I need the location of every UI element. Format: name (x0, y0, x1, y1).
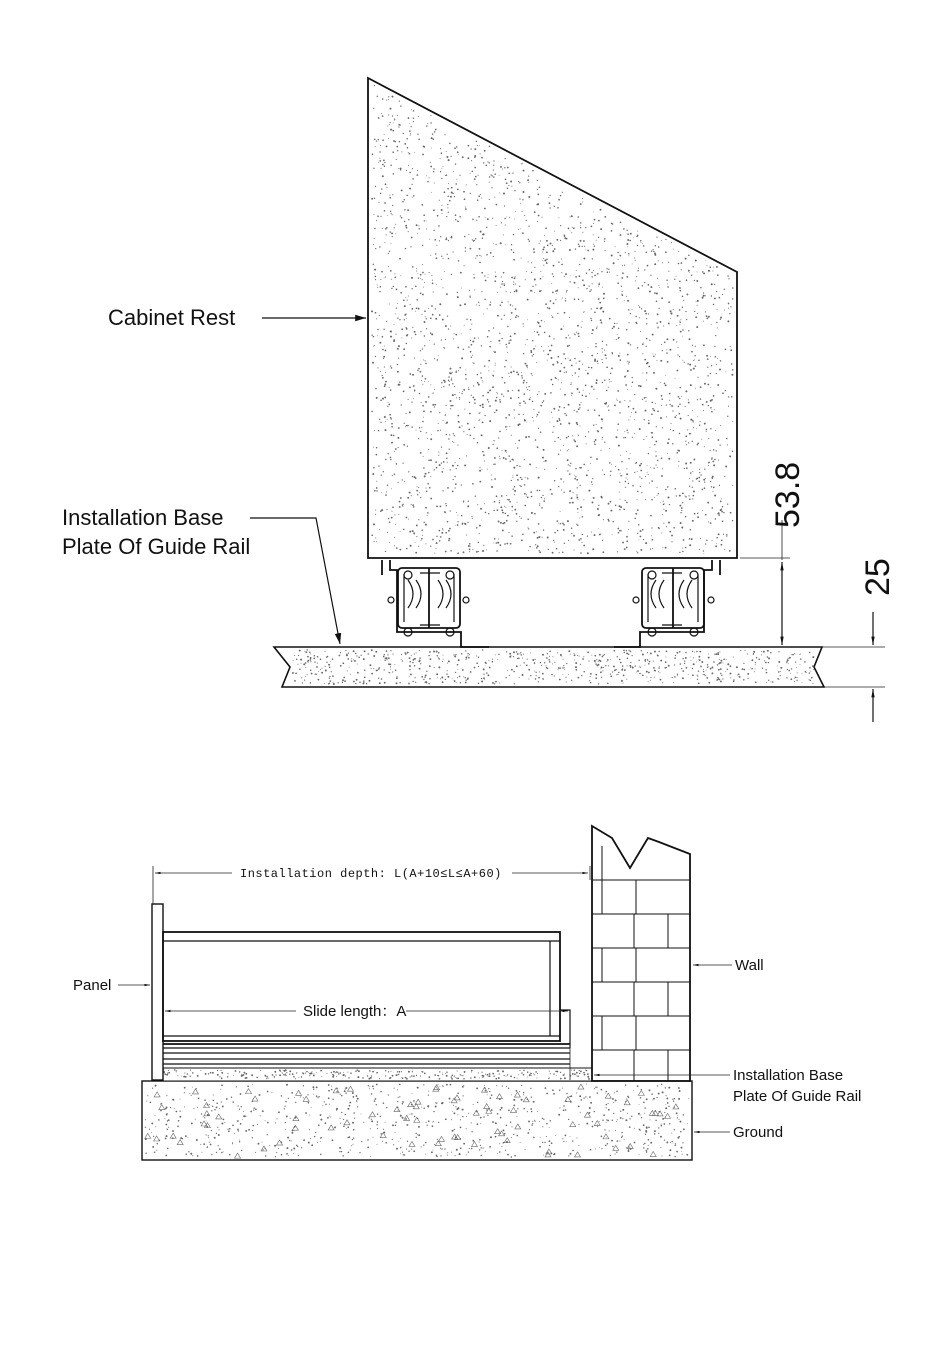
base-plate-label-bottom-line2: Plate Of Guide Rail (733, 1088, 862, 1105)
guide-rail-left (382, 560, 489, 647)
brick-wall (592, 826, 690, 1081)
installation-depth-dimension (153, 866, 590, 904)
ground-slab (274, 647, 824, 687)
ground-label: Ground (733, 1124, 784, 1141)
base-plate-label-line2: Plate Of Guide Rail (62, 534, 251, 559)
base-plate-leader (250, 518, 340, 644)
panel-label: Panel (73, 977, 112, 994)
side-elevation-view (73, 826, 861, 1160)
dimension-53-8-text: 53.8 (769, 461, 807, 528)
dimension-53-8 (740, 462, 807, 647)
slide-length-dimension (165, 1003, 568, 1020)
wall-label: Wall (735, 957, 764, 974)
ground-block (142, 1081, 692, 1160)
cross-section-view (62, 78, 897, 722)
dimension-25 (822, 558, 897, 722)
cabinet-body (368, 78, 737, 558)
guide-rail-right (614, 560, 720, 647)
dimension-25-text: 25 (859, 558, 897, 596)
base-plate-strip (160, 1068, 592, 1081)
installation-depth-text: Installation depth: L(A+10≤L≤A+60) (240, 867, 502, 881)
slide-length-text: Slide length：A (303, 1003, 407, 1020)
cabinet-rest-label: Cabinet Rest (108, 305, 236, 330)
base-plate-label-line1: Installation Base (62, 505, 224, 530)
front-panel (152, 904, 163, 1080)
base-plate-label-bottom-line1: Installation Base (733, 1067, 844, 1084)
